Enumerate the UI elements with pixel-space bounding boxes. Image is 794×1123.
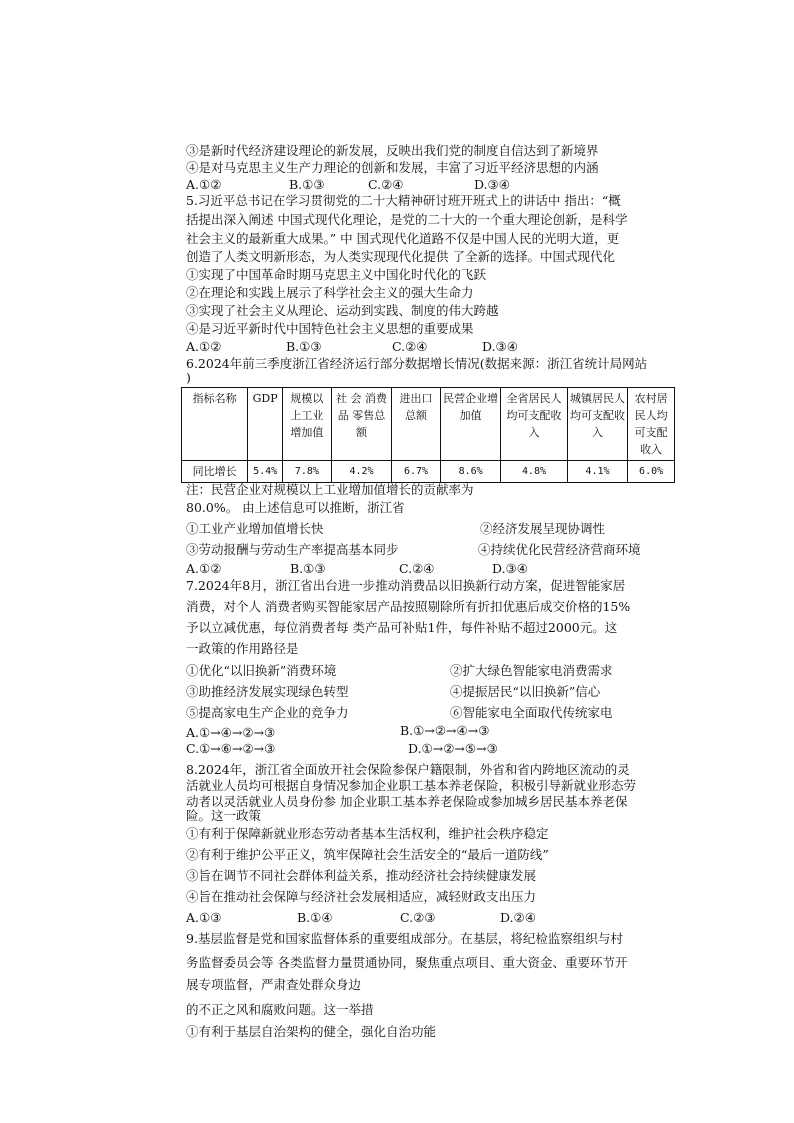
q5-stem-line-3: 社会主义的最新重大成果。” 中 国式现代化道路不仅是中国人民的光明大道，更 — [186, 231, 620, 246]
q4-statement-4: ④是对马克思主义生产力理论的创新和发展，丰富了习近平经济思想的内涵 — [186, 160, 599, 175]
q4-option-c: C.②④ — [368, 177, 404, 192]
q7-statement-3: ③助推经济发展实现绿色转型 — [186, 684, 349, 699]
table-cell: 5.4% — [248, 461, 283, 483]
table-header-cell: 进出口总额 — [392, 388, 441, 461]
q8-statement-3: ③旨在调节不同社会群体利益关系，推动经济社会持续健康发展 — [186, 868, 537, 883]
table-cell: 6.7% — [392, 461, 441, 483]
q7-statement-1: ①优化“以旧换新”消费环境 — [186, 663, 337, 678]
q5-statement-2: ②在理论和实践上展示了科学社会主义的强大生命力 — [186, 285, 474, 300]
q6-statement-4: ④持续优化民营经济营商环境 — [478, 542, 641, 557]
q8-statement-2: ②有利于维护公平正义，筑牢保障社会生活安全的“最后一道防线” — [186, 847, 549, 862]
q8-option-b: B.①④ — [297, 910, 333, 925]
q6-data-table — [181, 387, 675, 483]
table-header-cell: 全省居民人均可支配收入 — [501, 388, 567, 461]
q7-option-d: D.①→②→⑤→③ — [408, 741, 498, 756]
q5-statement-3: ③实现了社会主义从理论、运动到实践、制度的伟大跨越 — [186, 303, 499, 318]
q6-option-b: B.①③ — [290, 561, 326, 576]
table-cell: 4.8% — [501, 461, 567, 483]
q8-statement-4: ④旨在推动社会保障与经济社会发展相适应，减轻财政支出压力 — [186, 889, 537, 904]
table-header-cell: 指标名称 — [182, 388, 248, 461]
q7-stem-line-2: 消费，对个人 消费者购买智能家居产品按照剔除所有折扣优惠后成交价格的15% — [186, 599, 631, 614]
table-header-cell: GDP — [248, 388, 283, 461]
q8-option-a: A.①③ — [186, 910, 222, 925]
q6-option-d: D.③④ — [492, 561, 528, 576]
q4-option-a: A.①② — [186, 177, 222, 192]
q5-option-b: B.①③ — [286, 339, 322, 354]
q7-statement-6: ⑥智能家电全面取代传统家电 — [450, 705, 613, 720]
q6-stem-line-1: 6.2024年前三季度浙江省经济运行部分数据增长情况(数据来源：浙江省统计局网站 — [186, 356, 648, 371]
q8-stem-line-3: 动者以灵活就业人员身份参 加企业职工基本养老保险或参加城乡居民基本养老保 — [186, 794, 628, 809]
q8-option-d: D.②④ — [500, 910, 536, 925]
q8-stem-line-2: 活就业人员均可根据自身情况参加企业职工基本养老保险，积极引导新就业形态劳 — [186, 778, 637, 793]
q9-stem-line-2: 务监督委员会等 各类监督力量贯通协同，聚焦重点项目、重大资金、重要环节开 — [186, 955, 628, 970]
table-header-cell: 社 会 消费 品 零售总额 — [331, 388, 391, 461]
q8-statement-1: ①有利于保障新就业形态劳动者基本生活权利，维护社会秩序稳定 — [186, 826, 549, 841]
q8-stem-line-4: 险。这一政策 — [186, 808, 262, 823]
table-header-row — [182, 388, 675, 461]
q7-option-c: C.①→⑥→②→③ — [186, 741, 276, 756]
q7-statement-2: ②扩大绿色智能家电消费需求 — [450, 663, 613, 678]
table-row — [182, 461, 675, 483]
table-row-label: 同比增长 — [182, 461, 248, 483]
q5-option-c: C.②④ — [392, 339, 428, 354]
q6-statement-2: ②经济发展呈现协调性 — [480, 521, 606, 536]
table-header-cell: 规模以上工业增加值 — [283, 388, 332, 461]
q7-option-b: B.①→②→④→③ — [400, 723, 490, 738]
q5-option-a: A.①② — [186, 339, 222, 354]
q9-statement-1: ①有利于基层自治架构的健全，强化自治功能 — [186, 1024, 437, 1039]
q9-stem-line-3: 展专项监督，严肃查处群众身边 — [186, 977, 362, 992]
table-header-cell: 城镇居民人均可支配收入 — [567, 388, 627, 461]
q5-statement-1: ①实现了中国革命时期马克思主义中国化时代化的飞跃 — [186, 267, 487, 282]
q7-stem-line-3: 予以立减优惠，每位消费者每 类产品可补贴1件，每件补贴不超过2000元。这 — [186, 620, 618, 635]
table-cell: 7.8% — [283, 461, 332, 483]
q9-stem-line-4: 的不正之风和腐败问题。这一举措 — [186, 1002, 374, 1017]
table-cell: 8.6% — [440, 461, 500, 483]
q6-statement-1: ①工业产业增加值增长快 — [186, 521, 324, 536]
q7-option-a: A.①→④→②→③ — [186, 725, 276, 740]
q5-option-d: D.③④ — [482, 339, 518, 354]
q6-option-c: C.②④ — [399, 561, 435, 576]
q5-stem-line-1: 5.习近平总书记在学习贯彻党的二十大精神研讨班开班式上的讲话中 指出：“概 — [186, 193, 621, 208]
q7-stem-line-1: 7.2024年8月，浙江省出台进一步推动消费品以旧换新行动方案，促进智能家居 — [186, 578, 626, 593]
q9-stem-line-1: 9.基层监督是党和国家监督体系的重要组成部分。在基层，将纪检监察组织与村 — [186, 931, 623, 946]
q6-option-a: A.①② — [186, 561, 222, 576]
q7-statement-5: ⑤提高家电生产企业的竞争力 — [186, 705, 349, 720]
q7-statement-4: ④提振居民“以旧换新”信心 — [450, 684, 601, 699]
q6-stem-line-2: ) — [186, 370, 191, 385]
table-header-cell: 民营企业增加值 — [440, 388, 500, 461]
q6-note-line-1: 注：民营企业对规模以上工业增加值增长的贡献率为 — [186, 482, 474, 497]
q8-option-c: C.②③ — [400, 910, 436, 925]
q4-option-d: D.③④ — [474, 177, 510, 192]
q4-statement-3: ③是新时代经济建设理论的新发展，反映出我们党的制度自信达到了新境界 — [186, 143, 599, 158]
q6-note-line-2: 80.0%。 由上述信息可以推断，浙江省 — [186, 500, 405, 515]
q6-statement-3: ③劳动报酬与劳动生产率提高基本同步 — [186, 542, 399, 557]
q5-stem-line-2: 括提出深入阐述 中国式现代化理论，是党的二十大的一个重大理论创新，是科学 — [186, 212, 628, 227]
table-cell: 4.1% — [567, 461, 627, 483]
q4-option-b: B.①③ — [289, 177, 325, 192]
q5-stem-line-4: 创造了人类文明新形态，为人类实现现代化提供 了全新的选择。中国式现代化 — [186, 249, 615, 264]
q5-statement-4: ④是习近平新时代中国特色社会主义思想的重要成果 — [186, 321, 474, 336]
q7-stem-line-4: 一政策的作用路径是 — [186, 641, 299, 656]
q8-stem-line-1: 8.2024年，浙江省全面放开社会保险参保户籍限制，外省和省内跨地区流动的灵 — [186, 762, 630, 777]
table-cell: 4.2% — [331, 461, 391, 483]
table-cell: 6.0% — [628, 461, 675, 483]
table-header-cell: 农村居民人均可支配收入 — [628, 388, 675, 461]
